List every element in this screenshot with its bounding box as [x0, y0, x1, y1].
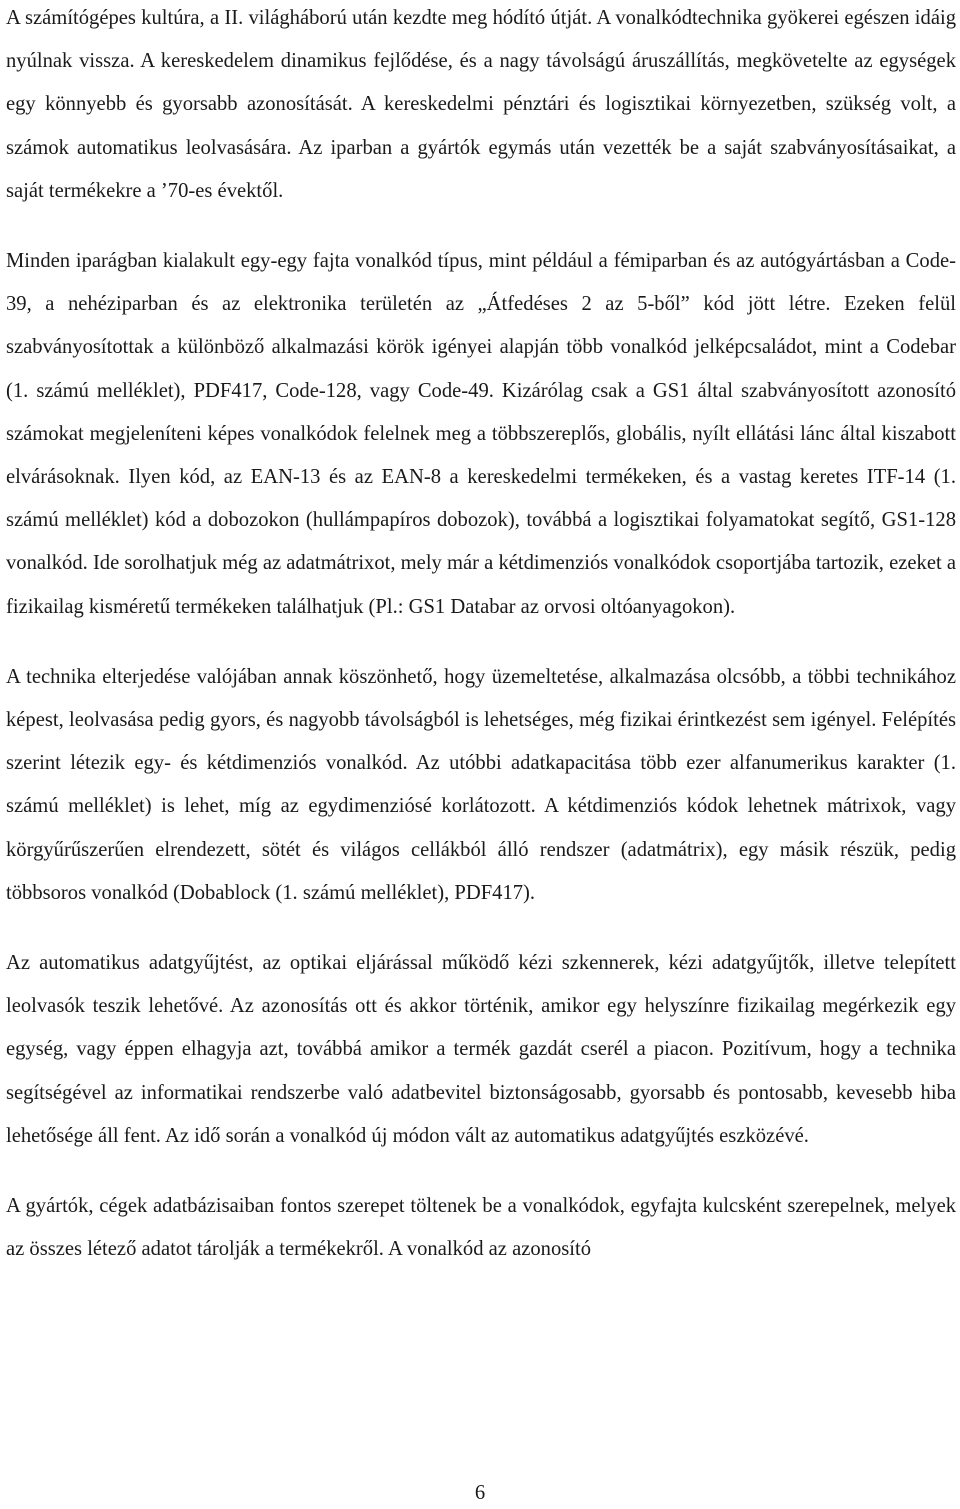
document-body	[6, 0, 956, 1271]
paragraph-gap	[6, 915, 956, 942]
paragraph-5: A gyártók, cégek adatbázisaiban fontos szerepet töltenek be a vonalkódok, egyfajta kulcsként szerepelnek, melyek az összes létező adatot tárolják a termékekről. A vonalkód az azonosító	[6, 1195, 956, 1261]
paragraph-gap	[6, 1158, 956, 1185]
paragraph-1: A számítógépes kultúra, a II. világháború után kezdte meg hódító útját. A vonalkódtechnika gyökerei egészen idáig nyúlnak vissza. A kereskedelem dinamikus fejlődése, és a nagy távolságú áruszállítás, megkövetelte az egységek egy könnyebb és gyorsabb azonosítását. A kereskedelmi pénztári és logisztikai környezetben, szükség volt, a számok automatikus leolvasására. Az iparban a gyártók egymás után vezették be a saját szabványosításaikat, a saját termékekre a ’70-es évektől.	[6, 7, 956, 202]
paragraph-4: Az automatikus adatgyűjtést, az optikai eljárással működő kézi szkennerek, kézi adatgyűjtők, illetve telepített leolvasók teszik lehetővé. Az azonosítás ott és akkor történik, amikor egy helyszínre fizikailag megérkezik egy egység, vagy éppen elhagyja azt, továbbá amikor a termék gazdát cserél a piacon. Pozitívum, hogy a technika segítségével az informatikai rendszerbe való adatbevitel biztonságosabb, gyorsabb és pontosabb, kevesebb hiba lehetősége áll fent. Az idő során a vonalkód új módon vált az automatikus adatgyűjtés eszközévé.	[6, 952, 956, 1147]
paragraph-3: A technika elterjedése valójában annak köszönhető, hogy üzemeltetése, alkalmazása olcsóbb, a többi technikához képest, leolvasása pedig gyors, és nagyobb távolságból is lehetséges, még fizikai érintkezést sem igényel. Felépítés szerint létezik egy- és kétdimenziós vonalkód. Az utóbbi adatkapacitása több ezer alfanumerikus karakter (1. számú melléklet) is lehet, míg az egydimenziósé korlátozott. A kétdimenziós kódok lehetnek mátrixok, vagy körgyűrűszerűen elrendezett, sötét és világos cellákból álló rendszer (adatmátrix), egy másik részük, pedig többsoros vonalkód (Dobablock (1. számú melléklet), PDF417).	[6, 665, 956, 904]
paragraph-2: Minden iparágban kialakult egy-egy fajta vonalkód típus, mint például a fémiparban és az autógyártásban a Code-39, a nehéziparban és az elektronika területén az „Átfedéses 2 az 5-ből” kód jött létre. Ezeken felül szabványosítottak a különböző alkalmazási körök igényei alapján több vonalkód jelképcsaládot, mint a Codebar (1. számú melléklet), PDF417, Code-128, vagy Code-49. Kizárólag csak a GS1 által szabványosított azonosító számokat megjeleníteni képes vonalkódok felelnek meg a többszereplős, globális, nyílt ellátási lánc által kiszabott elvárásoknak. Ilyen kód, az EAN-13 és az EAN-8 a kereskedelmi termékeken, és a vastag keretes ITF-14 (1. számú melléklet) kód a dobozokon (hullámpapíros dobozok), továbbá a logisztikai folyamatokat segítő, GS1-128 vonalkód. Ide sorolhatjuk még az adatmátrixot, mely már a kétdimenziós vonalkódok csoportjába tartozik, ezeket a fizikailag kisméretű termékeken találhatjuk (Pl.: GS1 Databar az orvosi oltóanyagokon).	[6, 250, 956, 618]
page-number: 6	[474, 1482, 486, 1504]
paragraph-gap	[6, 629, 956, 656]
paragraph-gap	[6, 213, 956, 240]
